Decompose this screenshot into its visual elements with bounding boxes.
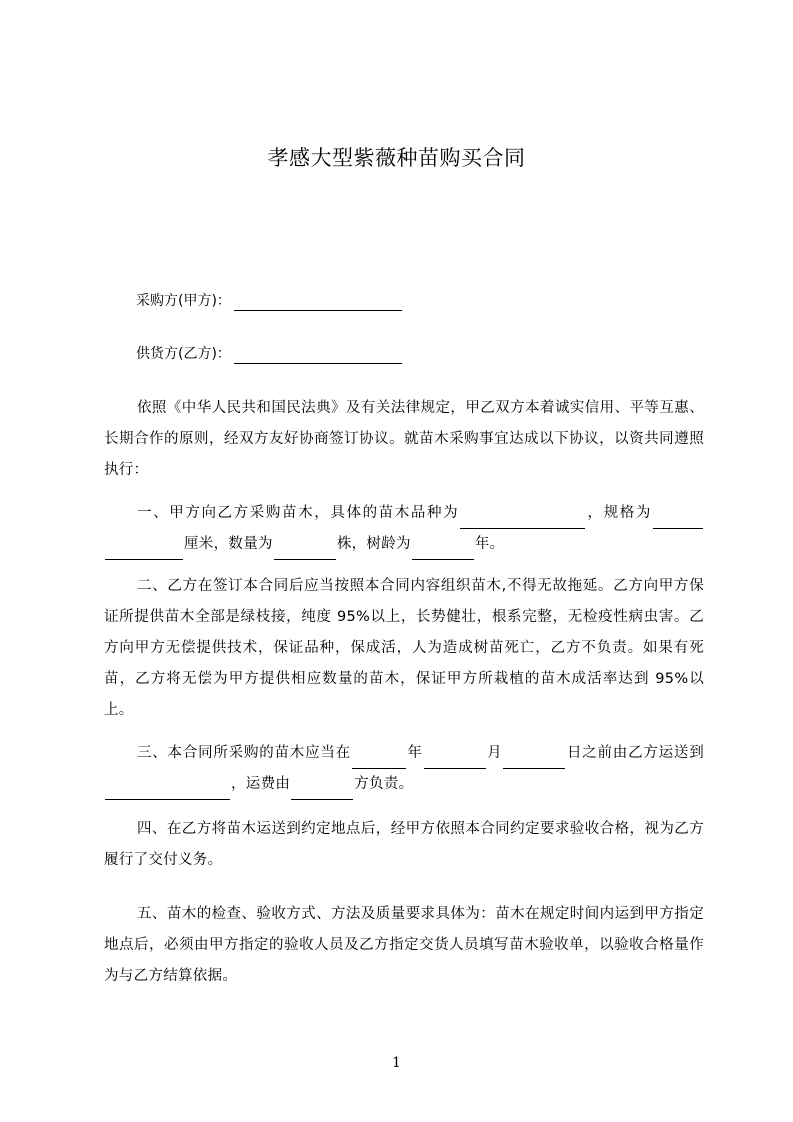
quantity-blank[interactable] [274,543,336,560]
delivery-day-blank[interactable] [503,752,565,769]
buyer-label: 采购方(甲方)： [136,293,231,309]
specification-blank-a[interactable] [653,512,703,529]
supplier-line [136,344,402,364]
buyer-name-field[interactable] [234,296,402,311]
supplier-name-field[interactable] [234,349,402,364]
clause-1 [104,498,704,560]
seedling-variety-blank[interactable] [460,512,585,529]
clause-3-text-a: 三、本合同所采购的苗木应当在 [137,745,351,761]
intro-paragraph: 依照《中华人民共和国民法典》及有关法律规定，甲乙双方本着诚实信用、平等互惠、长期合作的原则，经双方友好协商签订协议。就苗木采购事宜达成以下协议，以资共同遵照执行： [104,400,704,478]
clause-3-text-c: 月 [486,745,503,761]
tree-age-blank[interactable] [412,543,474,560]
clause-3-text-e: ，运费由 [231,776,291,792]
clause-2: 二、乙方在签订本合同后应当按照本合同内容组织苗木,不得无故拖延。乙方向甲方保证所提供苗木全部是绿枝接，纯度 95%以上，长势健壮，根系完整，无检疫性病虫害。乙方向甲方无偿提供技术，保证品种，保成活，人为造成树苗死亡，乙方不负责。如果有死苗，乙方将无偿为甲方提供相应数量的苗木，保证甲方所栽植的苗木成活率达到 95%以上。 [104,578,704,718]
delivery-year-blank[interactable] [352,752,406,769]
clause-1-text-c: 厘米，数量为 [184,536,273,552]
clause-1-text-a: 一、甲方向乙方采购苗木，具体的苗木品种为 [137,505,460,521]
page-number: 1 [392,1055,401,1071]
clause-5: 五、苗木的检查、验收方式、方法及质量要求具体为：苗木在规定时间内运到甲方指定地点后，必须由甲方指定的验收人员及乙方指定交货人员填写苗木验收单，以验收合格量作为与乙方结算依据。 [104,906,704,984]
delivery-month-blank[interactable] [424,752,486,769]
supplier-label: 供货方(乙方)： [136,346,231,362]
specification-blank-b[interactable] [105,543,183,560]
clause-4: 四、在乙方将苗木运送到约定地点后，经甲方依照本合同约定要求验收合格，视为乙方履行了交付义务。 [104,821,704,868]
clause-3 [104,738,704,800]
clause-1-text-d: 株，树龄为 [336,536,411,552]
buyer-line [136,291,402,311]
clause-3-text-b: 年 [406,745,423,761]
delivery-location-blank[interactable] [105,783,230,800]
clause-3-text-f: 方负责。 [354,776,414,792]
freight-party-blank[interactable] [291,783,353,800]
clause-1-text-b: ，规格为 [586,505,653,521]
clause-1-text-e: 年。 [474,536,505,552]
document-title: 孝感大型紫薇种苗购买合同 [267,146,526,170]
clause-3-text-d: 日之前由乙方运送到 [566,745,704,761]
